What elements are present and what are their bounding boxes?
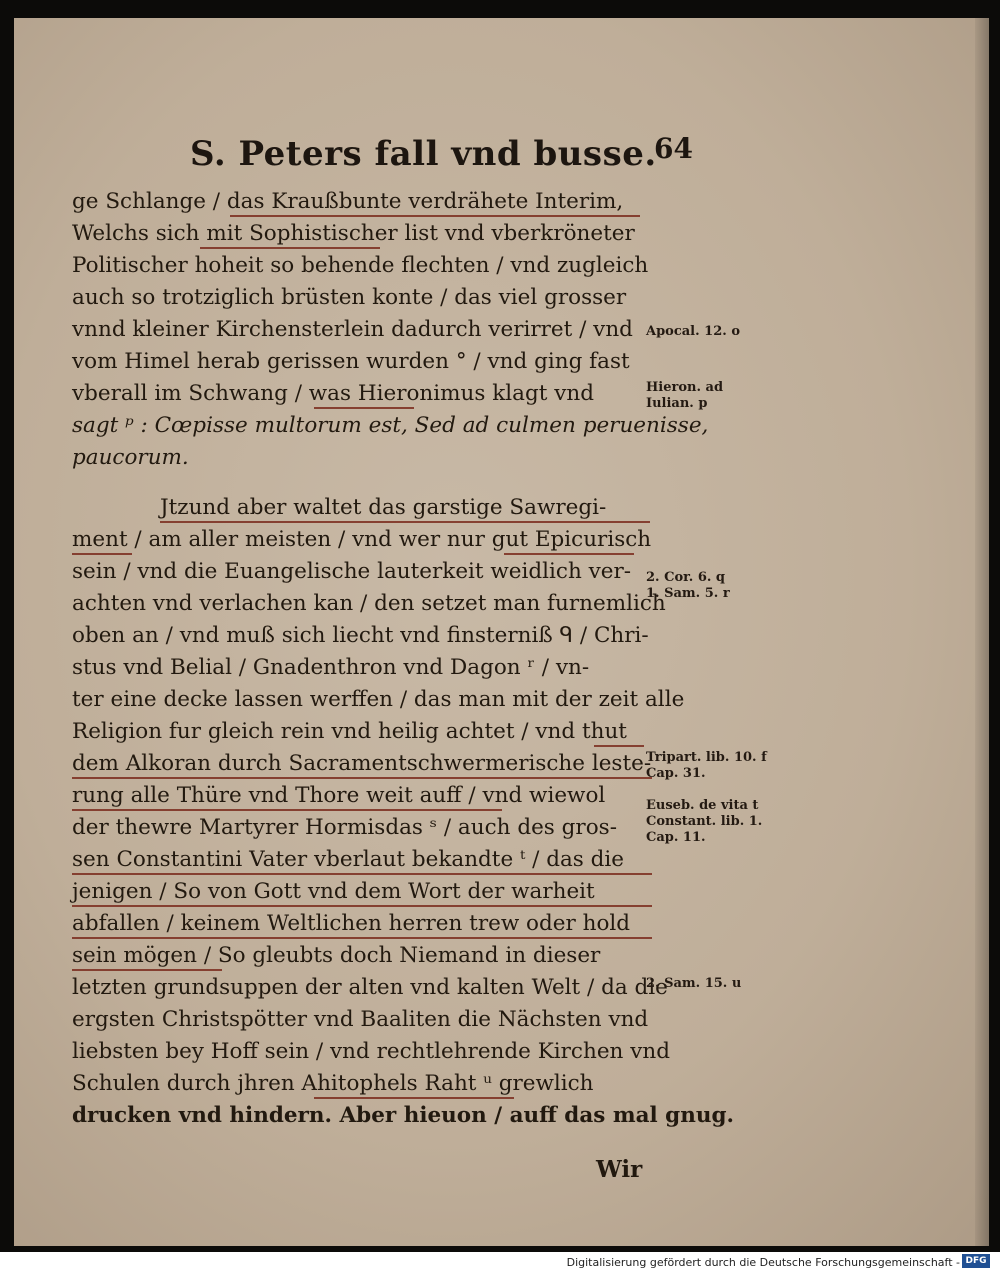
text-line: ment / am aller meisten / vnd wer nur gut Epicurisch <box>72 527 652 552</box>
text-line: sein mögen / So gleubts doch Niemand in dieser <box>72 943 601 968</box>
text-line: Religion fur gleich rein vnd heilig achtet / vnd thut <box>72 719 627 744</box>
dfg-logo: DFG <box>962 1254 990 1268</box>
page-number: 64 <box>654 132 693 165</box>
text-line: letzten grundsuppen der alten vnd kalten Welt / da die <box>72 975 668 1000</box>
text-line: rung alle Thüre vnd Thore weit auff / vnd wiewol <box>72 783 606 808</box>
text-line: Welchs sich mit Sophistischer list vnd vberkröneter <box>72 221 635 246</box>
ink-underline <box>504 553 634 555</box>
text-line: vom Himel herab gerissen wurden ° / vnd ging fast <box>72 349 630 374</box>
text-line: vnnd kleiner Kirchensterlein dadurch verirret / vnd <box>72 317 633 342</box>
text-line: Politischer hoheit so behende flechten / vnd zugleich <box>72 253 649 278</box>
text-line: sein / vnd die Euangelische lauterkeit weidlich ver- <box>72 559 632 584</box>
ink-underline <box>160 521 650 523</box>
digitization-credit: Digitalisierung gefördert durch die Deutsche Forschungsgemeinschaft - <box>566 1256 960 1269</box>
ink-underline <box>72 937 652 939</box>
book-page <box>14 18 989 1246</box>
catchword: Wir <box>596 1156 643 1183</box>
ink-underline <box>314 407 414 409</box>
text-line: der thewre Martyrer Hormisdas ˢ / auch des gros- <box>72 815 617 840</box>
text-line: stus vnd Belial / Gnadenthron vnd Dagon ʳ / vn- <box>72 655 590 680</box>
text-line: oben an / vnd muß sich liecht vnd finsterniß ᑫ / Chri- <box>72 623 649 648</box>
ink-underline <box>72 809 502 811</box>
text-line: sen Constantini Vater vberlaut bekandte ᵗ / das die <box>72 847 625 872</box>
text-line: liebsten bey Hoff sein / vnd rechtlehrende Kirchen vnd <box>72 1039 670 1064</box>
text-line: sagt ᵖ : Cœpisse multorum est, Sed ad culmen peruenisse, <box>72 413 709 438</box>
text-line: ge Schlange / das Kraußbunte verdrähete Interim, <box>72 189 624 214</box>
margin-note: 2. Cor. 6. q 1. Sam. 5. r <box>646 570 730 601</box>
text-line: dem Alkoran durch Sacramentschwermerische leste- <box>72 751 652 776</box>
text-line: drucken vnd hindern. Aber hieuon / auff das mal gnug. <box>72 1103 734 1128</box>
text-line: abfallen / keinem Weltlichen herren trew oder hold <box>72 911 631 936</box>
ink-underline <box>72 969 222 971</box>
text-line: Schulen durch jhren Ahitophels Raht ᵘ grewlich <box>72 1071 594 1096</box>
text-line: ergsten Christspötter vnd Baaliten die Nächsten vnd <box>72 1007 649 1032</box>
margin-note: 2. Sam. 15. u <box>646 976 742 991</box>
ink-underline <box>72 553 132 555</box>
page-edge-shadow <box>975 18 989 1246</box>
text-line: paucorum. <box>72 445 189 470</box>
text-line: achten vnd verlachen kan / den setzet man furnemlich <box>72 591 666 616</box>
margin-note: Hieron. ad Iulian. p <box>646 380 724 411</box>
margin-note: Apocal. 12. o <box>646 324 740 339</box>
ink-underline <box>314 1097 514 1099</box>
text-line: ter eine decke lassen werffen / das man mit der zeit alle <box>72 687 685 712</box>
text-line: Jtzund aber waltet das garstige Sawregi- <box>160 495 607 520</box>
text-line: vberall im Schwang / was Hieronimus klagt vnd <box>72 381 594 406</box>
ink-underline <box>200 247 380 249</box>
ink-underline <box>230 215 640 217</box>
ink-underline <box>72 873 652 875</box>
text-line: auch so trotziglich brüsten konte / das viel grosser <box>72 285 627 310</box>
running-title: S. Peters fall vnd busse. <box>190 134 657 174</box>
ink-underline <box>72 777 652 779</box>
margin-note: Euseb. de vita t Constant. lib. 1. Cap. 11. <box>646 798 763 845</box>
margin-note: Tripart. lib. 10. f Cap. 31. <box>646 750 767 781</box>
ink-underline <box>72 905 652 907</box>
ink-underline <box>594 745 644 747</box>
text-line: jenigen / So von Gott vnd dem Wort der warheit <box>72 879 595 904</box>
